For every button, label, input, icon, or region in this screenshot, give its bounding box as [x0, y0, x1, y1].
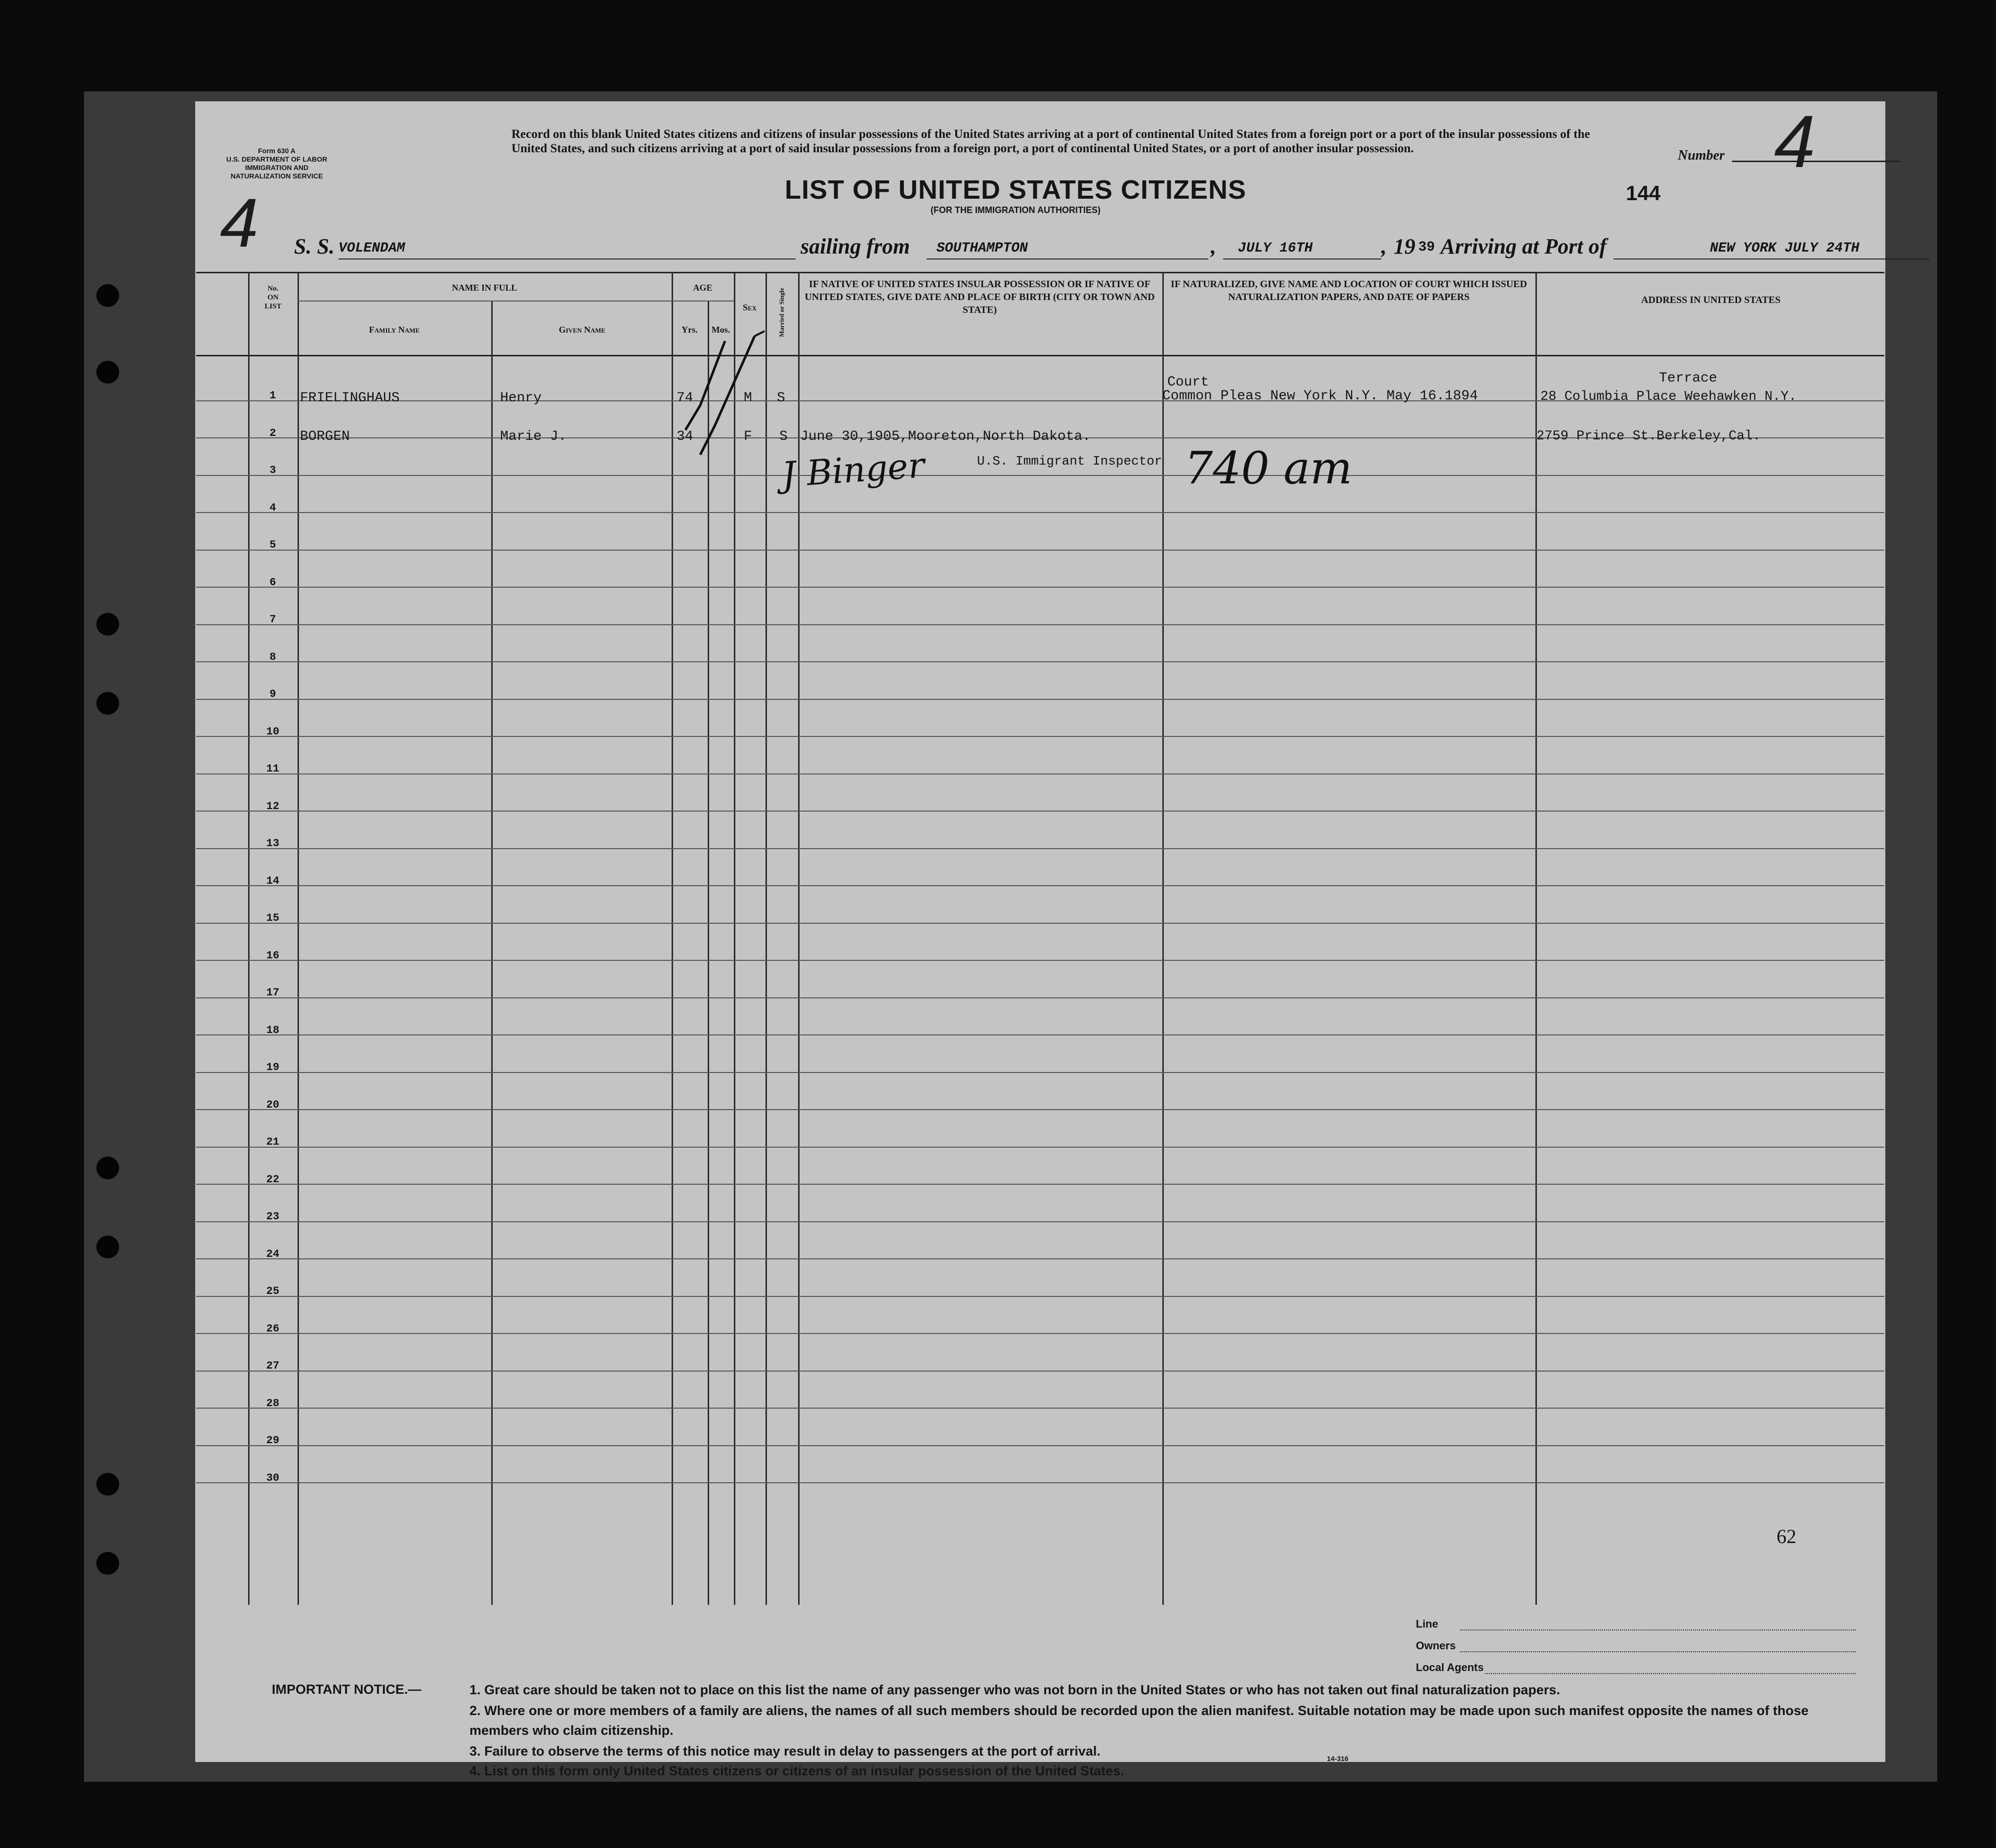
number-underline	[1732, 161, 1900, 162]
line-dotted	[1460, 1630, 1856, 1631]
row-number: 30	[266, 1471, 280, 1484]
row-rule	[196, 1333, 1884, 1334]
row-rule	[196, 1221, 1884, 1222]
entry2-birth: June 30,1905,Mooreton,North Dakota.	[800, 429, 1091, 444]
page-subtitle: (FOR THE IMMIGRATION AUTHORITIES)	[931, 205, 1101, 215]
inspector-title: U.S. Immigrant Inspector	[977, 454, 1162, 469]
binder-hole	[96, 1552, 119, 1575]
row-rule	[196, 1184, 1884, 1185]
binder-hole	[96, 692, 119, 715]
row-number: 23	[266, 1210, 280, 1223]
row-number: 6	[269, 576, 276, 589]
row-number: 18	[266, 1024, 280, 1036]
row-number: 27	[266, 1360, 280, 1372]
col-divider	[1535, 272, 1537, 1605]
header-birth: IF NATIVE OF UNITED STATES INSULAR POSSESSION OR IF NATIVE OF UNITED STATES, GIVE DATE AND PLACE OF BIRTH (CITY OR TOWN AND STATE)	[805, 279, 1155, 315]
row-rule	[196, 885, 1884, 886]
header-no-on-list: No. ON LIST	[264, 285, 282, 310]
list-number: 144	[1626, 181, 1661, 205]
row-rule	[196, 997, 1884, 998]
row-number: 16	[266, 949, 280, 962]
form-issuer-block: Form 630 A U.S. DEPARTMENT OF LABOR IMMIGRATION AND NATURALIZATION SERVICE	[226, 147, 328, 180]
row-number: 24	[266, 1247, 280, 1260]
entry1-married: S	[777, 390, 785, 406]
row-rule	[196, 811, 1884, 812]
depart-year-prefix: 19	[1394, 234, 1415, 258]
row-rule	[196, 624, 1884, 625]
row-rule	[196, 1034, 1884, 1035]
row-rule	[196, 1258, 1884, 1259]
inspector-signature: J Binger	[780, 445, 926, 495]
binder-hole	[96, 284, 119, 307]
page-title: LIST OF UNITED STATES CITIZENS	[785, 175, 1246, 205]
col-divider	[1162, 272, 1164, 1605]
entry1-address-terrace: Terrace	[1659, 371, 1717, 386]
entry1-sex: M	[744, 390, 752, 406]
entry2-sex: F	[744, 429, 752, 444]
entry1-naturalization: Common Pleas New York N.Y. May 16.1894	[1162, 388, 1478, 404]
row-rule	[196, 960, 1884, 961]
header-yrs: Yrs.	[681, 325, 698, 335]
entry2-given: Marie J.	[500, 429, 567, 444]
port-from: SOUTHAMPTON	[936, 241, 1028, 256]
row-number: 2	[269, 427, 276, 439]
handwritten-number-left: 4	[220, 184, 258, 261]
row-rule	[196, 1408, 1884, 1409]
header-given-name: Given Name	[558, 325, 606, 335]
comma-sep: ,	[1381, 234, 1387, 258]
arriving-label: Arriving at Port of	[1441, 234, 1607, 258]
local-agents-label: Local Agents	[1416, 1661, 1484, 1674]
depart-date: JULY 16TH	[1238, 241, 1313, 256]
notice-item: 1. Great care should be taken not to place on this list the name of any passenger who was not born in the United States or who has not taken out final naturalization papers.	[469, 1682, 1560, 1697]
notice-item: 3. Failure to observe the terms of this notice may result in delay to passengers at the port of arrival.	[469, 1744, 1101, 1759]
row-number: 12	[266, 800, 280, 813]
row-rule	[196, 475, 1884, 476]
col-divider	[297, 272, 299, 1605]
row-number: 9	[269, 688, 276, 700]
entry2-married: S	[779, 429, 788, 444]
port-arrival: NEW YORK JULY 24TH	[1710, 241, 1860, 256]
row-rule	[196, 661, 1884, 662]
checkmark-strokes	[680, 331, 779, 494]
row-number: 4	[269, 501, 276, 514]
header-name-in-full: NAME IN FULL	[452, 283, 517, 293]
row-number: 26	[266, 1322, 280, 1335]
row-number: 14	[266, 874, 280, 887]
header-sex: Sex	[742, 302, 757, 312]
row-number: 8	[269, 650, 276, 663]
binder-hole	[96, 613, 119, 636]
row-number: 22	[266, 1173, 280, 1186]
row-rule	[196, 848, 1884, 849]
comma-sep: ,	[1211, 234, 1216, 258]
header-married-single: Married or Single	[778, 288, 785, 337]
row-rule	[196, 699, 1884, 700]
row-rule	[196, 1147, 1884, 1148]
row-rule	[196, 587, 1884, 588]
passenger-table	[196, 272, 1884, 1605]
row-rule	[196, 1445, 1884, 1446]
entry1-address: 28 Columbia Place Weehawken N.Y.	[1540, 389, 1797, 404]
manifest-sheet	[195, 100, 1885, 1778]
row-number: 1	[269, 389, 276, 402]
row-number: 10	[266, 725, 280, 738]
handwritten-number-right: 4	[1774, 100, 1816, 183]
entry1-age: 74	[677, 390, 693, 406]
row-number: 3	[269, 464, 276, 476]
col-divider	[672, 272, 673, 1605]
table-top-rule	[196, 272, 1884, 273]
row-rule	[196, 550, 1884, 551]
binder-hole	[96, 361, 119, 384]
entry2-address: 2759 Prince St.Berkeley,Cal.	[1536, 429, 1761, 444]
local-agents-dotted	[1485, 1673, 1856, 1674]
ship-name: VOLENDAM	[339, 241, 405, 256]
table-header-rule	[196, 355, 1884, 356]
depart-date-field	[1223, 234, 1381, 259]
row-rule	[196, 923, 1884, 924]
row-number: 15	[266, 912, 280, 924]
row-number: 25	[266, 1285, 280, 1297]
row-number: 20	[266, 1098, 280, 1111]
notice-item: 2. Where one or more members of a family are aliens, the names of all such members should be recorded upon the alien manifest. Suitable notation may be made upon such manifest opposite the names of those members who claim citizenship.	[469, 1703, 1809, 1738]
row-rule	[196, 1072, 1884, 1073]
depart-year-suffix: 39	[1418, 240, 1435, 255]
binder-hole	[96, 1236, 119, 1258]
row-rule	[196, 1296, 1884, 1297]
ss-label: S. S.	[294, 234, 335, 258]
entry1-given: Henry	[500, 390, 542, 406]
row-rule	[196, 512, 1884, 513]
arrival-time-note: 740 am	[1185, 442, 1353, 494]
col-divider	[491, 301, 493, 1605]
row-number: 19	[266, 1061, 280, 1074]
line-label: Line	[1416, 1618, 1439, 1630]
page-number: 62	[1777, 1525, 1796, 1547]
header-address: ADDRESS IN UNITED STATES	[1641, 295, 1781, 305]
row-number: 28	[266, 1397, 280, 1410]
owners-dotted	[1460, 1651, 1856, 1652]
notice-item: 4. List on this form only United States citizens or citizens of an insular possession of the United States.	[469, 1763, 1124, 1778]
instructions-text: Record on this blank United States citizens and citizens of insular possessions of the United States arriving at a port of continental United States from a foreign port or a port of the insular possessions of the United States, and such citizens arriving at a port of said insular possessions from a foreign port, a port of continental United States, or a port of another insular possession.	[511, 128, 1590, 155]
binder-hole	[96, 1473, 119, 1496]
row-number: 5	[269, 539, 276, 551]
sailing-from-label: sailing from	[801, 234, 910, 258]
header-naturalized: IF NATURALIZED, GIVE NAME AND LOCATION OF COURT WHICH ISSUED NATURALIZATION PAPERS, AND DATE OF PAPERS	[1171, 279, 1527, 302]
row-number: 7	[269, 613, 276, 626]
row-rule	[196, 1482, 1884, 1483]
row-number: 11	[266, 763, 280, 775]
header-age: AGE	[693, 283, 713, 293]
form-code: 14-316	[1327, 1755, 1349, 1762]
number-label: Number	[1678, 148, 1725, 163]
row-number: 13	[266, 837, 280, 850]
row-rule	[196, 1109, 1884, 1110]
entry2-family: BORGEN	[300, 429, 350, 444]
row-number: 17	[266, 987, 280, 999]
entry1-naturalization-court: Court	[1167, 375, 1209, 390]
header-family-name: Family Name	[369, 325, 420, 335]
port-arrival-field	[1614, 234, 1930, 259]
header-mos: Mos.	[711, 325, 730, 335]
entry2-age: 34	[677, 429, 693, 444]
col-divider	[248, 272, 250, 1605]
col-divider	[708, 301, 709, 1605]
ship-field	[339, 234, 796, 259]
row-rule	[196, 1371, 1884, 1372]
binder-hole	[96, 1157, 119, 1179]
row-rule	[196, 736, 1884, 737]
row-number: 21	[266, 1136, 280, 1148]
port-from-field	[927, 234, 1208, 259]
entry1-family: FRIELINGHAUS	[300, 390, 400, 406]
row-number: 29	[266, 1434, 280, 1447]
notice-heading: IMPORTANT NOTICE.—	[272, 1682, 422, 1697]
owners-label: Owners	[1416, 1639, 1456, 1652]
